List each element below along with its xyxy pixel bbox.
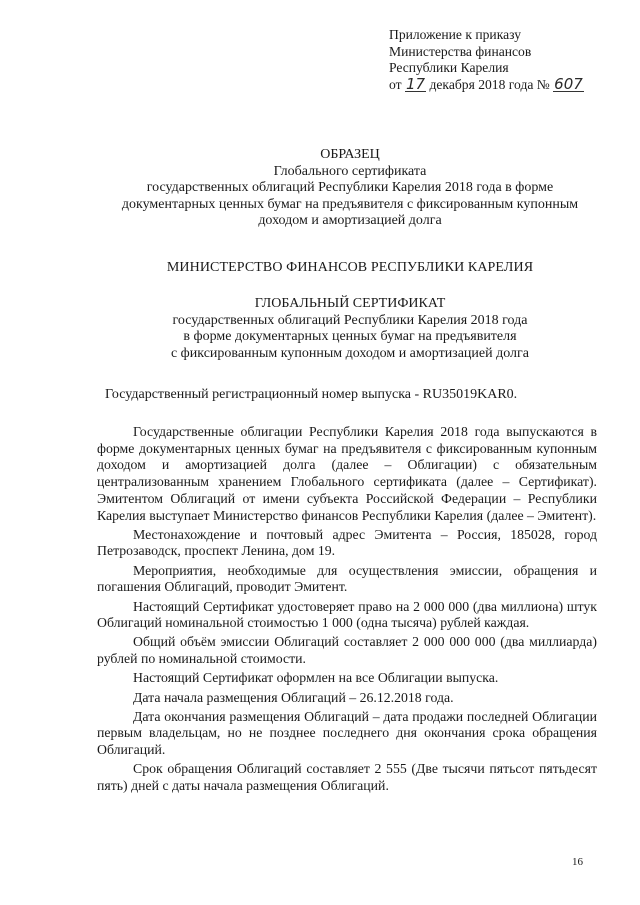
sample-header <box>60 147 640 230</box>
certificate-line-3: с фиксированным купонным доходом и амортизацией долга <box>170 345 530 361</box>
annex-date-middle: декабря 2018 года № <box>429 76 550 92</box>
certificate-header <box>60 296 640 362</box>
paragraph-issue-description: Государственные облигации Республики Карелия 2018 года выпускаются в форме документарных ценных бумаг на предъявителя с фиксированным купонным доходом и амортизацией долга (далее – Облигации) с обязательным централизованным хранением Глобального сертификата (далее – Сертификат). Эмитентом Облигаций от имени субъекта Российской Федерации – Республики Карелия выступает Министерство финансов Республики Карелия (далее – Эмитент). <box>97 424 597 523</box>
paragraph-placement-end: Дата окончания размещения Облигаций – дата продажи последней Облигации первым владельцам, но не позднее последнего дня окончания срока обращения Облигаций. <box>97 708 597 758</box>
handwritten-order-number: 607 <box>554 74 583 93</box>
sample-title: ОБРАЗЕЦ <box>320 147 380 162</box>
paragraph-all-bonds: Настоящий Сертификат оформлен на все Облигации выпуска. <box>133 670 499 686</box>
registration-number: Государственный регистрационный номер выпуска - RU35019KAR0. <box>105 387 518 402</box>
certificate-line-1: государственных облигаций Республики Карелия 2018 года <box>172 312 528 328</box>
annex-block <box>389 27 619 93</box>
paragraph-emission-activities: Мероприятия, необходимые для осуществления эмиссии, обращения и погашения Облигаций, проводит Эмитент. <box>97 562 597 595</box>
ministry-heading: МИНИСТЕРСТВО ФИНАНСОВ РЕСПУБЛИКИ КАРЕЛИЯ <box>166 260 534 275</box>
annex-date-prefix: от <box>389 76 402 92</box>
body-text <box>97 424 597 797</box>
annex-line-3: Республики Карелия <box>389 60 509 75</box>
paragraph-placement-start: Дата начала размещения Облигаций – 26.12.2018 года. <box>133 689 454 705</box>
sample-line-4: доходом и амортизацией долга <box>258 213 442 228</box>
paragraph-issuer-address: Местонахождение и почтовый адрес Эмитента – Россия, 185028, город Петрозаводск, проспект Ленина, дом 19. <box>97 526 597 559</box>
sample-line-1: Глобального сертификата <box>273 163 427 179</box>
sample-line-3: документарных ценных бумаг на предъявителя с фиксированным купонным <box>121 196 579 212</box>
handwritten-day: 17 <box>405 74 426 93</box>
certificate-line-2: в форме документарных ценных бумаг на предъявителя <box>183 329 517 344</box>
paragraph-certificate-right: Настоящий Сертификат удостоверяет право на 2 000 000 (два миллиона) штук Облигаций номинальной стоимостью 1 000 (одна тысяча) рублей каждая. <box>97 598 597 631</box>
paragraph-circulation-term: Срок обращения Облигаций составляет 2 555 (Две тысячи пятьсот пятьдесят пять) дней с даты начала размещения Облигаций. <box>97 761 597 794</box>
annex-line-4 <box>389 74 619 94</box>
certificate-title: ГЛОБАЛЬНЫЙ СЕРТИФИКАТ <box>254 296 446 311</box>
paragraph-total-volume: Общий объём эмиссии Облигаций составляет 2 000 000 000 (два миллиарда) рублей по номинальной стоимости. <box>97 634 597 667</box>
annex-line-1: Приложение к приказу <box>389 27 522 42</box>
annex-line-2: Министерства финансов <box>389 43 532 59</box>
page-number: 16 <box>572 856 583 868</box>
sample-line-2: государственных облигаций Республики Карелия 2018 года в форме <box>146 180 554 195</box>
